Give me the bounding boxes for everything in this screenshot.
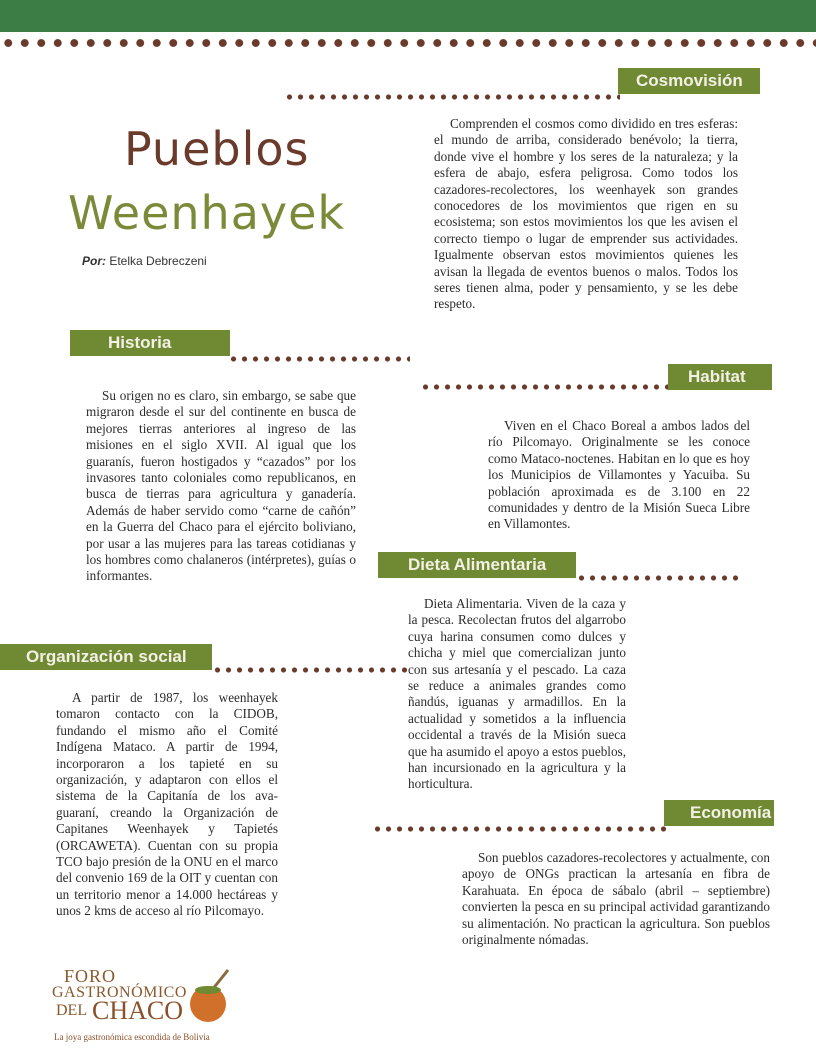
historia-body: Su origen no es claro, sin embargo, se sabe que migraron desde el sur del continente en busca de mejores tierras anteriores al ingreso de las misiones en el siglo XVII. Al igual que los guaranís, fueron hostigados y “cazados” por los invasores tanto coloniales como republicanos, en busca de tierras para agricultura y ganadería. Además de haber servido como “carne de cañón” en la Guerra del Chaco para el ejército boliviano, por usar a las mujeres para las tareas cotidianas y los hombres como chalaneros (intérpretes), guías o informantes. <box>86 388 356 584</box>
page-title-line1: Pueblos <box>124 122 310 176</box>
habitat-heading: Habitat <box>668 364 772 390</box>
dieta-dots <box>576 573 742 583</box>
dieta-heading: Dieta Alimentaria <box>378 552 576 578</box>
top-dot-border <box>0 36 816 50</box>
cosmovision-heading: Cosmovisión <box>618 68 760 94</box>
cosmovision-dots <box>284 92 620 102</box>
historia-heading: Historia <box>70 330 230 356</box>
habitat-dots <box>420 382 668 392</box>
economia-dots <box>372 824 666 834</box>
top-band <box>0 0 816 32</box>
logo-line2: GASTRONÓMICO <box>52 984 187 1001</box>
logo-line1: FORO <box>64 966 117 986</box>
cosmovision-body: Comprenden el cosmos como dividido en tres esferas: el mundo de arriba, considerado benévolo; la tierra, donde vive el hombre y los seres de la naturaleza; y la esfera de abajo, esfera peligrosa. Como todos los cazadores-recolectores, los weenhayek son grandes conocedores de los movimientos que rigen en su ecosistema; son estos movimientos los que les avisen el correcto tiempo o lugar de emprender sus actividades. Igualmente observan estos movimientos quienes les avisan la llegada de eventos buenos o malos. Todos los seres tienen alma, poder y pensamiento, y se les debe respeto. <box>434 116 738 312</box>
economia-body: Son pueblos cazadores-recolectores y actualmente, con apoyo de ONGs practican la artesanía en fibra de Karahuata. En época de sábalo (abril – septiembre) convierten la pesca en su principal actividad garantizando su alimentación. No practican la agricultura. Son pueblos originalmente nómadas. <box>462 850 770 948</box>
byline <box>82 254 207 268</box>
byline-author: Etelka Debreczeni <box>109 254 207 268</box>
logo-line3b: CHACO <box>92 996 184 1025</box>
page-title-line2: Weenhayek <box>68 186 346 240</box>
mate-gourd-icon <box>186 968 234 1024</box>
logo <box>52 966 242 1046</box>
logo-line3a: DEL <box>56 1002 88 1019</box>
organizacion-heading: Organización social <box>0 644 212 670</box>
dieta-body: Dieta Alimentaria. Viven de la caza y la pesca. Recolectan frutos del algarrobo cuya harina consumen como dulces y chicha y miel que comercializan junto con sus artesanía y el pescado. La caza se reduce a animales grandes como ñandús, iguanas y armadillos. En la actualidad y sometidos a la influencia occidental a través de la Misión sueca que ha asumido el apoyo a estos pueblos, han incursionado en la agricultura y la horticultura. <box>408 596 626 792</box>
historia-dots <box>228 354 410 364</box>
organizacion-dots <box>212 665 408 675</box>
logo-tagline: La joya gastronómica escondida de Bolivia <box>54 1032 210 1042</box>
organizacion-body: A partir de 1987, los weenhayek tomaron contacto con la CIDOB, fundando el mismo año el Comité Indígena Mataco. A partir de 1994, incorporaron a los tapieté en su organización, y adaptaron con ellos el sistema de la Capitanía de los ava-guaraní, creando la Organización de Capitanes Weenhayek y Tapietés (ORCAWETA). Cuentan con su propia TCO bajo presión de la ONU en el marco del convenio 169 de la OIT y cuentan con un territorio menor a 14.000 hectáreas y unos 2 kms de acceso al río Pilcomayo. <box>56 690 278 919</box>
habitat-body: Viven en el Chaco Boreal a ambos lados del río Pilcomayo. Originalmente se les conoce como Mataco-noctenes. Habitan en lo que es hoy los Municipios de Villamontes y Yacuiba. Su población aproximada es de 3.100 en 22 comunidades y dentro de la Misión Sueca Libre en Villamontes. <box>488 418 750 532</box>
byline-label: Por: <box>82 254 106 268</box>
economia-heading: Economía <box>664 800 774 826</box>
